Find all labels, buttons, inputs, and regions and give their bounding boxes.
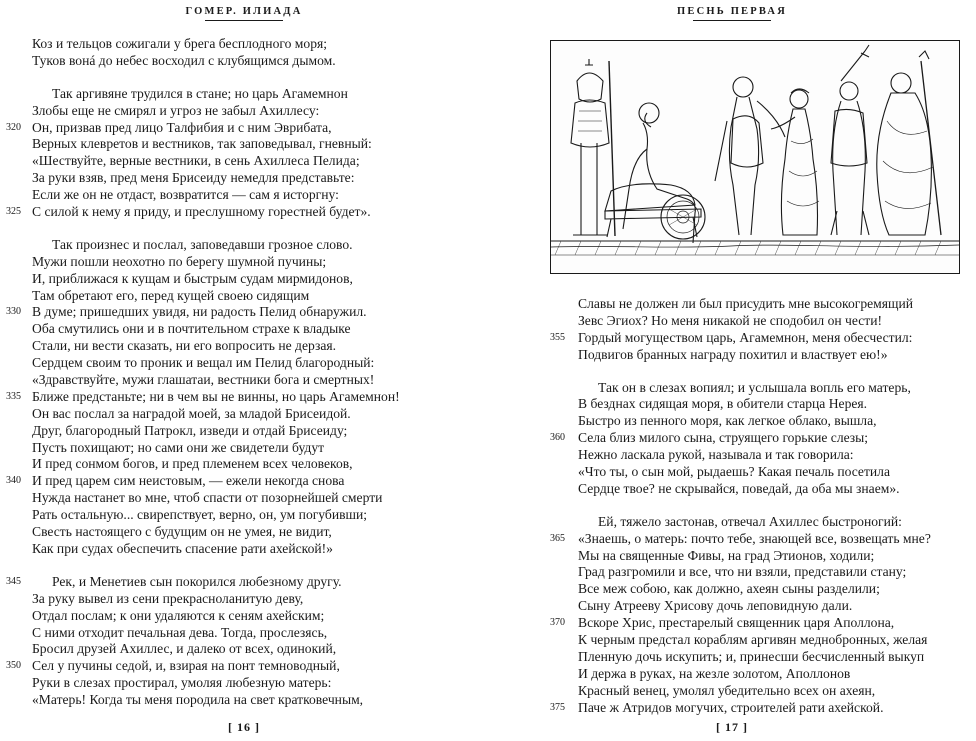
line-number: 375: [550, 701, 565, 713]
verse-text: И пред царем сим неистовым, — ежели некогда снова: [32, 473, 345, 489]
verse-text: Друг, благородный Патрокл, изведи и отдай Брисеиду;: [32, 422, 348, 438]
verse-line: [488, 666, 976, 683]
stanza-gap: [0, 221, 488, 237]
stanza-gap: [488, 364, 976, 380]
verse-line: [488, 598, 976, 615]
page-number-right: [ 17 ]: [716, 720, 748, 734]
header-rule: [693, 20, 771, 21]
verse-text: Зевс Эгиох? Но меня никакой не сподобил он чести!: [578, 312, 883, 328]
verse-text: Пленную дочь искупить; и, принесши бесчисленный выкуп: [578, 648, 925, 664]
verse-line: [0, 440, 488, 457]
header-title: ПЕСНЬ ПЕРВАЯ: [677, 6, 787, 17]
verse-text: Если же он не отдаст, возвратится — сам я исторгну:: [32, 187, 339, 203]
verse-line: [488, 330, 976, 347]
header-title: ГОМЕР. ИЛИАДА: [185, 6, 303, 17]
verse-line: [488, 564, 976, 581]
verse-text: В думе; пришедших увидя, ни радость Пелид обнаружил.: [32, 304, 367, 320]
verse-text: Бросил друзей Ахиллес, и далеко от всех, одинокий,: [32, 641, 337, 657]
verse-line: [0, 321, 488, 338]
verse-text: Стали, ни вести сказать, ни его вопросить не дерзая.: [32, 338, 337, 354]
verse-text: Так он в слезах вопиял; и услышала вопль его матерь,: [598, 379, 911, 395]
verse-text: Сыну Атрееву Хрисову дочь леповидную дали.: [578, 598, 853, 614]
verse-text: Коз и тельцов сожигали у брега бесплодного моря;: [32, 36, 328, 51]
verse-text: Злобы еще не смирял и угроз не забыл Ахиллесу:: [32, 102, 320, 118]
verse-line: [0, 658, 488, 675]
running-header-left: [0, 6, 488, 21]
verse-line: [0, 406, 488, 423]
verse-text: С силой к нему я приду, и преслушному горестней будет».: [32, 204, 371, 220]
verse-line: [488, 396, 976, 413]
verse-text: Гордый могуществом царь, Агамемнон, меня обесчестил:: [578, 329, 913, 345]
verse-line: [0, 456, 488, 473]
verse-line: [0, 524, 488, 541]
verse-line: [0, 288, 488, 305]
line-number: 350: [6, 660, 21, 672]
verse-line: [0, 389, 488, 406]
verse-text: Мы на священные Фивы, на град Этионов, ходили;: [578, 547, 875, 563]
verse-line: [488, 514, 976, 531]
verse-text: Туков вонá до небес восходил с клубящимся дымом.: [32, 52, 336, 68]
verse-text: Села близ милого сына, струящего горькие слезы;: [578, 430, 869, 446]
verse-text: Красный венец, умолял убедительно всех он ахеян,: [578, 682, 876, 698]
verse-text: Рек, и Менетиев сын покорился любезному другу.: [52, 573, 342, 589]
verse-text: Сел у пучины седой, и, взирая на понт темноводный,: [32, 658, 340, 674]
verse-line: [0, 641, 488, 658]
verse-text: «Знаешь, о матерь: почто тебе, знающей все, возвещать мне?: [578, 530, 931, 546]
verse-line: [0, 204, 488, 221]
verse-line: [0, 254, 488, 271]
verse-text: И, приближася к кущам и быстрым судам мирмидонов,: [32, 270, 353, 286]
verse-text: Как при судах обеспечить спасение рати ахейской!»: [32, 540, 333, 556]
verse-text: Верных клевретов и вестников, так заповедывал, гневный:: [32, 136, 372, 152]
line-number: 345: [6, 575, 21, 587]
verse-text: Он, призвав пред лицо Талфибия и с ним Эврибата,: [32, 119, 332, 135]
verse-line: [0, 120, 488, 137]
heralds-lead-briseis-illustration: [550, 40, 960, 274]
verse-line: [0, 372, 488, 389]
verse-text: Оба смутились они и в почтительном страхе к владыке: [32, 321, 351, 337]
verse-line: [488, 531, 976, 548]
verse-text: «Здравствуйте, мужи глашатаи, вестники бога и смертных!: [32, 372, 375, 388]
verse-text: Все меж собою, как должно, ахеян сыны разделили;: [578, 581, 880, 597]
verse-text: Сердцем своим то проник и вещал им Пелид благородный:: [32, 355, 375, 371]
line-number: 320: [6, 121, 21, 133]
verse-text: Он вас послал за наградой моей, за младой Брисеидой.: [32, 405, 351, 421]
verse-text: Град разгромили и все, что ни взяли, представили стану;: [578, 564, 907, 580]
verse-line: [488, 447, 976, 464]
verse-text: К черным предстал кораблям аргивян меднобронных, желая: [578, 632, 928, 648]
verse-line: [488, 481, 976, 498]
verse-line: [488, 548, 976, 565]
verse-text: Ближе предстаньте; ни в чем вы не винны, но царь Агамемнон!: [32, 388, 400, 404]
header-rule: [205, 20, 283, 21]
page-number-left: [ 16 ]: [228, 720, 260, 734]
verse-text: «Матерь! Когда ты меня породила на свет кратковечным,: [32, 692, 364, 708]
verse-line: [0, 271, 488, 288]
verse-text: И держа в руках, на жезле золотом, Аполлонов: [578, 665, 851, 681]
verse-text: Паче ж Атридов могучих, строителей рати ахейской.: [578, 699, 884, 715]
line-number: 365: [550, 532, 565, 544]
line-number: 360: [550, 432, 565, 444]
verse-line: [0, 53, 488, 70]
verse-line: [0, 423, 488, 440]
verse-line: [0, 692, 488, 709]
verse-line: [488, 632, 976, 649]
verse-line: [0, 675, 488, 692]
verse-text: Там обретают его, перед кущей своею сидящим: [32, 287, 310, 303]
verse-line: [0, 36, 488, 53]
verse-text: В безднах сидящая моря, в обители старца Нерея.: [578, 396, 868, 412]
verse-line: [0, 591, 488, 608]
verse-text: Рать остальную... свирепствует, верно, он, ум погубивши;: [32, 507, 368, 523]
verse-line: [0, 625, 488, 642]
verse-line: [0, 507, 488, 524]
stanza-gap: [0, 70, 488, 86]
verse-text: Свесть настоящего с будущим он не умея, не видит,: [32, 524, 332, 540]
verse-text: С ними отходит печальная дева. Тогда, прослезясь,: [32, 624, 328, 640]
verse-line: [488, 581, 976, 598]
verse-line: [0, 473, 488, 490]
verse-line: [488, 649, 976, 666]
verse-text: Сердце твое? не скрывайся, поведай, да оба мы знаем».: [578, 480, 900, 496]
verse-text: За руки взяв, пред меня Брисеиду немедля представьте:: [32, 170, 355, 186]
verse-text: Отдал послам; к они удаляются к сеням ахейским;: [32, 607, 325, 623]
verse-line: [0, 338, 488, 355]
verse-line: [488, 347, 976, 364]
verse-text: Славы не должен ли был присудить мне высокогремящий: [578, 296, 914, 311]
verse-text: Так аргивяне трудился в стане; но царь Агамемнон: [52, 85, 348, 101]
verse-line: [0, 304, 488, 321]
stanza-gap: [488, 498, 976, 514]
verse-line: [0, 136, 488, 153]
verse-text: Пусть похищают; но сами они же свидетели будут: [32, 439, 325, 455]
right-page: [488, 0, 976, 741]
verse-line: [488, 313, 976, 330]
verse-text: Нужда настанет во мне, чтоб спасти от позорнейшей смерти: [32, 490, 383, 506]
verse-line: [0, 170, 488, 187]
line-number: 330: [6, 306, 21, 318]
verse-line: [488, 296, 976, 313]
verse-block-right: [488, 296, 976, 716]
verse-text: Так произнес и послал, заповедавши грозное слово.: [52, 236, 353, 252]
verse-line: [488, 413, 976, 430]
verse-line: [0, 574, 488, 591]
verse-line: [0, 541, 488, 558]
verse-text: Руки в слезах простирал, умоляя любезную матерь:: [32, 675, 332, 691]
verse-line: [488, 683, 976, 700]
line-number: 335: [6, 390, 21, 402]
stanza-gap: [0, 558, 488, 574]
verse-line: [0, 103, 488, 120]
verse-line: [488, 464, 976, 481]
verse-text: Мужи пошли неохотно по берегу шумной пучины;: [32, 253, 327, 269]
verse-line: [0, 153, 488, 170]
line-number: 325: [6, 206, 21, 218]
verse-line: [0, 86, 488, 103]
verse-line: [0, 490, 488, 507]
verse-text: Подвигов бранных награду похитил и властвует ею!»: [578, 346, 888, 362]
verse-text: За руку вывел из сени прекрасноланитую деву,: [32, 590, 304, 606]
verse-line: [488, 380, 976, 397]
verse-line: [488, 430, 976, 447]
verse-line: [488, 615, 976, 632]
verse-text: «Шествуйте, верные вестники, в сень Ахиллеса Пелида;: [32, 153, 360, 169]
verse-block-left: [0, 36, 488, 709]
line-number: 370: [550, 617, 565, 629]
verse-text: Вскоре Хрис, престарелый священник царя Аполлона,: [578, 615, 895, 631]
verse-line: [0, 608, 488, 625]
line-number: 355: [550, 331, 565, 343]
verse-text: «Что ты, о сын мой, рыдаешь? Какая печаль посетила: [578, 464, 890, 480]
verse-text: И пред сонмом богов, и пред племенем всех человеков,: [32, 456, 353, 472]
verse-text: Нежно ласкала рукой, называла и так говорила:: [578, 447, 854, 463]
verse-line: [0, 187, 488, 204]
running-header-right: [488, 6, 976, 21]
verse-line: [0, 355, 488, 372]
verse-text: Ей, тяжело застонав, отвечал Ахиллес быстроногий:: [598, 513, 902, 529]
verse-text: Быстро из пенного моря, как легкое облако, вышла,: [578, 413, 877, 429]
verse-line: [488, 700, 976, 717]
line-number: 340: [6, 475, 21, 487]
verse-line: [0, 237, 488, 254]
